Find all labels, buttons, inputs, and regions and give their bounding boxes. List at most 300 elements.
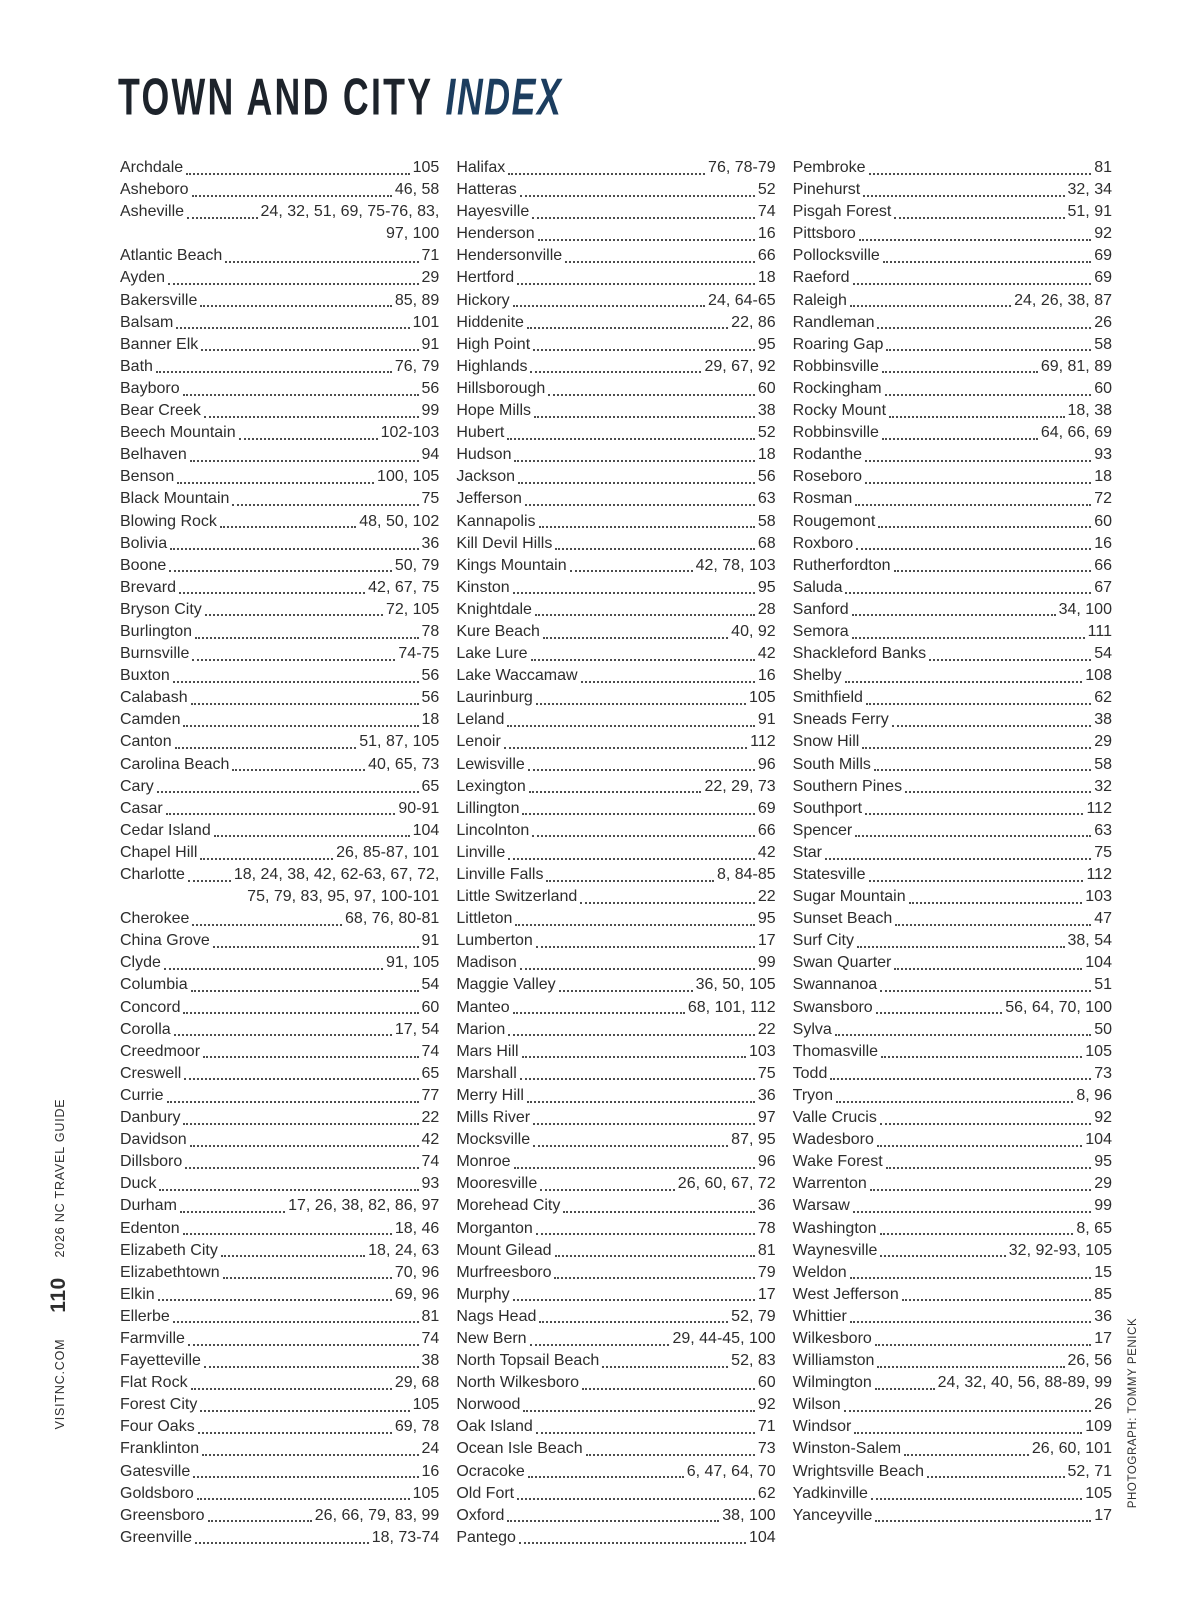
dot-leader: [214, 835, 410, 837]
index-entry: [120, 466, 439, 488]
page-title: [118, 66, 562, 127]
town-name: Warrenton: [792, 1175, 867, 1193]
town-name: Pantego: [456, 1528, 516, 1546]
town-name: Creedmoor: [120, 1042, 201, 1060]
page-refs: 76, 79: [394, 357, 440, 375]
dot-leader: [836, 1101, 1073, 1103]
dot-leader: [523, 1410, 755, 1412]
town-name: Duck: [120, 1175, 157, 1193]
page-refs: 36: [421, 534, 440, 552]
page-refs: 93: [1094, 446, 1112, 464]
town-name: Dillsboro: [120, 1153, 183, 1171]
page-refs: 62: [757, 1484, 776, 1502]
page-refs: 16: [757, 225, 776, 243]
page-refs: 85, 89: [394, 291, 440, 309]
dot-leader: [875, 1344, 1091, 1346]
dot-leader: [520, 195, 755, 197]
page-refs: 24, 32, 51, 69, 75-76, 83,: [260, 203, 440, 221]
town-name: Jackson: [456, 468, 516, 486]
dot-leader: [205, 614, 383, 616]
page-refs: 97: [757, 1109, 776, 1127]
page-refs: 66: [1094, 556, 1112, 574]
town-name: Wilmington: [792, 1374, 872, 1392]
index-entry: [120, 378, 439, 400]
town-name: Marshall: [456, 1064, 517, 1082]
dot-leader: [865, 482, 1091, 484]
dot-leader: [850, 1321, 1091, 1323]
dot-leader: [894, 217, 1064, 219]
dot-leader: [190, 1145, 419, 1147]
index-entry: [456, 400, 775, 422]
page-refs: 26, 66, 79, 83, 99: [314, 1506, 440, 1524]
index-entry: [120, 1195, 439, 1217]
page-refs: 99: [421, 402, 440, 420]
photo-credit: PHOTOGRAPH: TOMMY PENICK: [1127, 1317, 1139, 1509]
index-entry: [120, 1019, 439, 1041]
index-entry: [456, 444, 775, 466]
dot-leader: [515, 924, 754, 926]
index-entry: [456, 842, 775, 864]
town-name: Chapel Hill: [120, 843, 198, 861]
page-refs: 38: [1094, 711, 1112, 729]
page-refs: 22: [757, 888, 776, 906]
dot-leader: [880, 1123, 1091, 1125]
town-name: Hickory: [456, 291, 510, 309]
page-refs: 90-91: [398, 799, 440, 817]
page-refs: 18: [757, 269, 776, 287]
town-name: Camden: [120, 711, 181, 729]
index-entry: [793, 1041, 1112, 1063]
index-entry: [456, 1438, 775, 1460]
town-name: Nags Head: [456, 1307, 537, 1325]
town-name: Asheville: [120, 203, 185, 221]
dot-leader: [565, 261, 755, 263]
dot-leader: [859, 239, 1091, 241]
index-entry: [456, 974, 775, 996]
dot-leader: [902, 1299, 1091, 1301]
page-refs: 100, 105: [377, 468, 440, 486]
dot-leader: [213, 946, 419, 948]
index-entry: [793, 930, 1112, 952]
town-name: Rutherfordton: [792, 556, 891, 574]
page-refs: 46, 58: [394, 181, 440, 199]
index-entry: [793, 665, 1112, 687]
page-refs: 64, 66, 69: [1040, 424, 1112, 442]
page-refs: 56, 64, 70, 100: [1005, 998, 1112, 1016]
index-entry: [793, 356, 1112, 378]
town-name: North Topsail Beach: [456, 1352, 600, 1370]
page-refs: 81: [757, 1241, 776, 1259]
page-refs: 15: [1094, 1263, 1112, 1281]
page-refs: 6, 47, 64, 70: [686, 1462, 776, 1480]
town-name: Bryson City: [120, 600, 202, 618]
index-entry: [456, 267, 775, 289]
index-entry: [456, 179, 775, 201]
index-entry: [456, 754, 775, 776]
town-name: Beech Mountain: [120, 424, 236, 442]
dot-leader: [159, 1189, 418, 1191]
page-refs: 48, 50, 102: [359, 512, 440, 530]
page-refs: 105: [748, 689, 776, 707]
index-entry: [120, 864, 439, 886]
town-name: Cedar Island: [120, 821, 211, 839]
index-entry: [120, 267, 439, 289]
town-name: Mooresville: [456, 1175, 538, 1193]
page-refs: 70, 96: [394, 1263, 440, 1281]
dot-leader: [177, 482, 374, 484]
index-entry: [120, 245, 439, 267]
dot-leader: [187, 217, 257, 219]
index-entry: [456, 201, 775, 223]
town-name: Calabash: [120, 689, 188, 707]
index-entry: [793, 1129, 1112, 1151]
dot-leader: [877, 327, 1091, 329]
index-entry: [456, 290, 775, 312]
page-refs: 108: [1085, 667, 1112, 685]
dot-leader: [513, 305, 705, 307]
town-name: Ellerbe: [120, 1307, 170, 1325]
page-refs: 58: [757, 512, 776, 530]
index-entry: [793, 1019, 1112, 1041]
town-name: Robbinsville: [792, 424, 879, 442]
index-entry: [456, 1527, 775, 1549]
dot-leader: [886, 1167, 1091, 1169]
dot-leader: [886, 349, 1091, 351]
dot-leader: [845, 681, 1083, 683]
dot-leader: [869, 173, 1092, 175]
town-name: Smithfield: [792, 689, 863, 707]
town-name: Bayboro: [120, 379, 180, 397]
page-refs: 104: [1085, 954, 1112, 972]
index-entry-continuation: [120, 223, 439, 245]
page-refs: 96: [757, 1153, 776, 1171]
index-entry: [456, 930, 775, 952]
town-name: Wadesboro: [792, 1131, 874, 1149]
town-name: Elizabethtown: [120, 1263, 220, 1281]
index-entry: [456, 1129, 775, 1151]
index-entry: [120, 1173, 439, 1195]
index-entry: [456, 1416, 775, 1438]
page-refs: 67: [1094, 578, 1112, 596]
index-entry: [456, 422, 775, 444]
dot-leader: [203, 1056, 419, 1058]
dot-leader: [183, 1233, 392, 1235]
index-entry: [120, 974, 439, 996]
index-entry: [120, 1328, 439, 1350]
page-refs: 24, 26, 38, 87: [1014, 291, 1112, 309]
dot-leader: [514, 460, 754, 462]
page-refs: 56: [421, 667, 440, 685]
page-refs: 26, 60, 101: [1031, 1440, 1112, 1458]
index-entry: [793, 400, 1112, 422]
page-refs: 91: [421, 932, 440, 950]
town-name: Ocean Isle Beach: [456, 1440, 583, 1458]
index-entry: [120, 776, 439, 798]
index-entry: [120, 1240, 439, 1262]
town-name: Flat Rock: [120, 1374, 188, 1392]
town-name: Linville Falls: [456, 866, 544, 883]
town-name: Sugar Mountain: [792, 888, 906, 906]
index-entry: [793, 444, 1112, 466]
dot-leader: [522, 813, 754, 815]
dot-leader: [866, 703, 1091, 705]
index-entry: [793, 997, 1112, 1019]
dot-leader: [507, 725, 754, 727]
page-refs: 78: [421, 622, 440, 640]
town-name: Tryon: [792, 1086, 833, 1104]
town-name: Sunset Beach: [792, 910, 893, 928]
town-name: Durham: [120, 1197, 177, 1215]
dot-leader: [183, 394, 419, 396]
dot-leader: [522, 1056, 746, 1058]
town-name: Robbinsville: [792, 357, 879, 375]
town-name: Belhaven: [120, 446, 187, 464]
town-name: Weldon: [792, 1263, 847, 1281]
dot-leader: [197, 1498, 410, 1500]
town-name: Roxboro: [792, 534, 854, 552]
page-refs: 94: [421, 446, 440, 464]
page-refs: 58: [1094, 755, 1112, 773]
town-name: Atlantic Beach: [120, 247, 223, 265]
town-name: Sneads Ferry: [792, 711, 889, 729]
index-entry: [793, 1195, 1112, 1217]
index-entry: [120, 533, 439, 555]
town-name: Leland: [456, 711, 505, 729]
index-entry: [793, 1350, 1112, 1372]
index-entry: [120, 312, 439, 334]
dot-leader: [239, 438, 378, 440]
town-name: Yadkinville: [792, 1484, 868, 1502]
index-entry: [120, 930, 439, 952]
page-refs: 38, 100: [722, 1506, 776, 1524]
town-name: Raleigh: [792, 291, 847, 309]
town-name: New Bern: [456, 1329, 527, 1347]
page-refs: 68, 101, 112: [687, 998, 776, 1016]
town-name: Roseboro: [792, 468, 863, 486]
dot-leader: [876, 1012, 1003, 1014]
town-name: Lenoir: [456, 733, 501, 751]
index-entry: [120, 488, 439, 510]
page-refs: 18, 46: [394, 1219, 440, 1237]
page-refs: 54: [421, 976, 440, 994]
town-name: Four Oaks: [120, 1418, 195, 1436]
page-refs: 91: [757, 711, 776, 729]
dot-leader: [894, 968, 1082, 970]
page-refs: 69, 78: [394, 1418, 440, 1436]
dot-leader: [570, 570, 693, 572]
index-entry: [793, 1505, 1112, 1527]
town-name: Lewisville: [456, 755, 525, 773]
dot-leader: [835, 1034, 1091, 1036]
dot-leader: [869, 880, 1084, 882]
town-name: Burnsville: [120, 645, 190, 663]
index-entry: [120, 820, 439, 842]
index-entry: [793, 1107, 1112, 1129]
town-name: Bear Creek: [120, 402, 201, 420]
page-refs: 26, 56: [1067, 1352, 1112, 1370]
town-name: Greensboro: [120, 1506, 205, 1524]
dot-leader: [188, 1344, 419, 1346]
town-name: Shelby: [792, 667, 842, 685]
dot-leader: [202, 1454, 418, 1456]
dot-leader: [865, 460, 1091, 462]
index-entry: [456, 709, 775, 731]
page-refs: 47: [1094, 910, 1112, 928]
page-refs: 18, 38: [1067, 402, 1112, 420]
index-entry: [793, 290, 1112, 312]
town-name: Thomasville: [792, 1042, 879, 1060]
dot-leader: [192, 924, 342, 926]
page-refs: 60: [757, 379, 776, 397]
dot-leader: [191, 1388, 392, 1390]
dot-leader: [871, 1498, 1082, 1500]
town-name: Cary: [120, 777, 154, 795]
page-refs: 22, 86: [731, 313, 776, 331]
dot-leader: [880, 1233, 1074, 1235]
index-entry: [120, 1151, 439, 1173]
town-name: Bolivia: [120, 534, 168, 552]
dot-leader: [513, 592, 755, 594]
page-refs: 32, 34: [1067, 181, 1112, 199]
town-name: Halifax: [456, 159, 506, 176]
page-refs: 105: [412, 159, 440, 176]
index-entry: [793, 179, 1112, 201]
town-name: Boone: [120, 556, 167, 574]
town-name: Canton: [120, 733, 172, 751]
page-refs: 52, 83: [731, 1352, 776, 1370]
dot-leader: [850, 1277, 1092, 1279]
town-name: Franklinton: [120, 1440, 200, 1458]
town-name: Farmville: [120, 1329, 185, 1347]
index-entry: [120, 400, 439, 422]
index-entry: [120, 1306, 439, 1328]
page-refs: 91, 105: [385, 954, 440, 972]
index-entry: [793, 488, 1112, 510]
index-entry: [456, 731, 775, 753]
index-entry: [456, 886, 775, 908]
town-name: Southern Pines: [792, 777, 903, 795]
index-entry: [456, 621, 775, 643]
town-name: Hertford: [456, 269, 515, 287]
index-entry: [120, 1063, 439, 1085]
town-name: Wrightsville Beach: [792, 1462, 924, 1480]
page-refs: 36: [1094, 1307, 1112, 1325]
town-name: Lexington: [456, 777, 526, 795]
town-name: Valle Crucis: [792, 1109, 877, 1127]
page-refs: 105: [1085, 1042, 1112, 1060]
dot-leader: [531, 659, 755, 661]
index-entry: [456, 1195, 775, 1217]
town-name: High Point: [456, 335, 531, 353]
town-name: Bath: [120, 357, 153, 375]
dot-leader: [504, 747, 747, 749]
dot-leader: [830, 1078, 1091, 1080]
dot-leader: [894, 570, 1092, 572]
dot-leader: [183, 1123, 418, 1125]
index-entry: [120, 908, 439, 930]
index-entry: [120, 1129, 439, 1151]
page-refs: 103: [748, 1042, 776, 1060]
town-name: Rocky Mount: [792, 402, 887, 420]
dot-leader: [191, 703, 419, 705]
town-name: Saluda: [792, 578, 843, 596]
page-refs: 105: [1085, 1484, 1112, 1502]
dot-leader: [857, 946, 1065, 948]
dot-leader: [546, 880, 713, 882]
page-refs: 32: [1094, 777, 1112, 795]
dot-leader: [895, 924, 1091, 926]
page-refs: 56: [421, 689, 440, 707]
page-refs: 29, 44-45, 100: [672, 1329, 776, 1347]
page-refs: 85: [1094, 1285, 1112, 1303]
index-entry: [120, 1505, 439, 1527]
index-entry: [456, 1328, 775, 1350]
dot-leader: [176, 327, 409, 329]
town-name: Monroe: [456, 1153, 511, 1171]
index-entry: [456, 820, 775, 842]
page-refs: 17: [757, 1285, 776, 1303]
page-refs: 36, 50, 105: [695, 976, 776, 994]
index-entry: [456, 356, 775, 378]
index-entry: [793, 466, 1112, 488]
index-entry: [120, 1041, 439, 1063]
index-entry: [793, 1262, 1112, 1284]
page-refs: 78: [757, 1219, 776, 1237]
town-name: Winston-Salem: [792, 1440, 902, 1458]
page-refs: 36: [757, 1086, 776, 1104]
town-name: Highlands: [456, 357, 528, 375]
town-name: Danbury: [120, 1109, 181, 1127]
town-name: Spencer: [792, 821, 853, 839]
town-name: Brevard: [120, 578, 177, 596]
page-refs: 29: [421, 269, 440, 287]
town-name: Raeford: [792, 269, 850, 287]
index-entry: [120, 798, 439, 820]
page-refs: 8, 96: [1076, 1086, 1112, 1104]
index-entry: [120, 1461, 439, 1483]
dot-leader: [204, 1366, 419, 1368]
page-refs: 75: [757, 1064, 776, 1082]
town-name: Rougemont: [792, 512, 876, 530]
page-refs: 69: [1094, 269, 1112, 287]
dot-leader: [540, 1189, 675, 1191]
page-refs: 105: [412, 1484, 440, 1502]
dot-leader: [191, 990, 419, 992]
page-refs: 76, 78-79: [708, 159, 776, 176]
index-entry: [456, 643, 775, 665]
town-name: Rodanthe: [792, 446, 863, 464]
page-refs: 95: [757, 578, 776, 596]
page-refs: 66: [757, 247, 776, 265]
town-name: Todd: [792, 1064, 828, 1082]
town-name: Knightdale: [456, 600, 532, 618]
dot-leader: [208, 1520, 312, 1522]
dot-leader: [555, 548, 755, 550]
page-refs: 60: [757, 1374, 776, 1392]
dot-leader: [856, 548, 1091, 550]
page-refs: 92: [757, 1396, 776, 1414]
page-refs: 74: [421, 1329, 440, 1347]
dot-leader: [870, 1189, 1091, 1191]
index-entry: [456, 378, 775, 400]
index-column-1: [120, 157, 439, 1549]
page-refs: 73: [757, 1440, 776, 1458]
page-refs: 71: [757, 1418, 776, 1436]
dot-leader: [232, 769, 365, 771]
town-name: Kings Mountain: [456, 556, 567, 574]
town-name: Ayden: [120, 269, 166, 287]
dot-leader: [193, 1476, 418, 1478]
